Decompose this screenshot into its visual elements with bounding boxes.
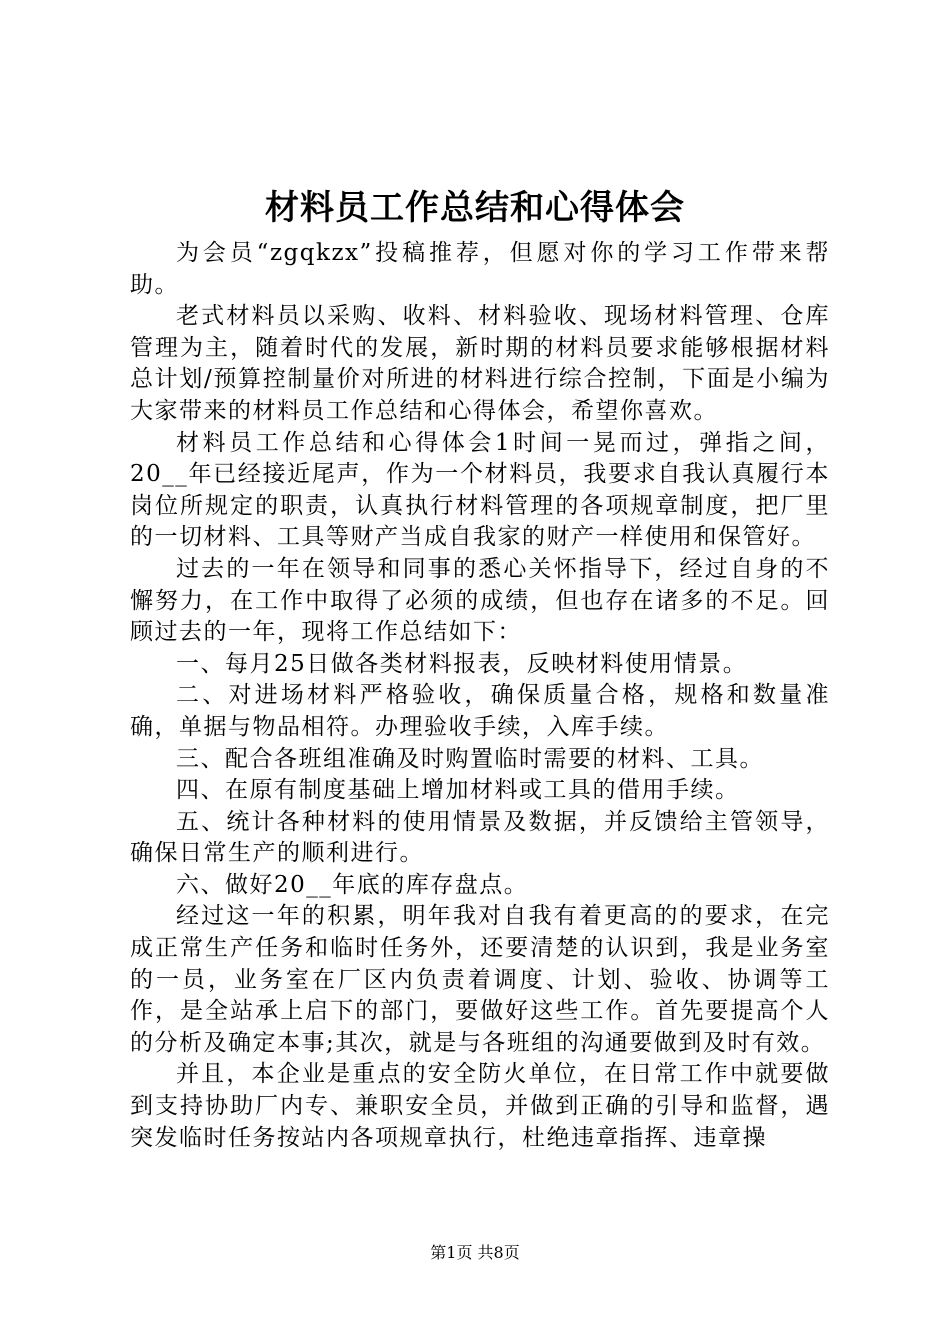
page-footer: 第1页 共8页 — [430, 1243, 520, 1262]
paragraph: 为会员“zgqkzx”投稿推荐，但愿对你的学习工作带来帮助。 — [130, 240, 830, 298]
paragraph: 老式材料员以采购、收料、材料验收、现场材料管理、仓库管理为主，随着时代的发展，新时期的材料员要求能够根据材料总计划/预算控制量价对所进的材料进行综合控制，下面是小编为大家带来的材料员工作总结和心得体会，希望你喜欢。 — [130, 303, 830, 424]
paragraph: 一、每月25日做各类材料报表，反映材料使用情景。 — [176, 650, 748, 677]
paragraph: 经过这一年的积累，明年我对自我有着更高的的要求，在完成正常生产任务和临时任务外，还要清楚的认识到，我是业务室的一员，业务室在厂区内负责着调度、计划、验收、协调等工作，是全站承上启下的部门，要做好这些工作。首先要提高个人的分析及确定本事;其次，就是与各班组的沟通要做到及时有效。 — [130, 903, 830, 1056]
paragraph: 四、在原有制度基础上增加材料或工具的借用手续。 — [176, 777, 740, 804]
paragraph: 并且，本企业是重点的安全防火单位，在日常工作中就要做到支持协助厂内专、兼职安全员，并做到正确的引导和监督，遇突发临时任务按站内各项规章执行，杜绝违章指挥、违章操 — [130, 1061, 830, 1151]
paragraph: 材料员工作总结和心得体会1时间一晃而过，弹指之间，20__年已经接近尾声，作为一个材料员，我要求自我认真履行本岗位所规定的职责，认真执行材料管理的各项规章制度，把厂里的一切材料、工具等财产当成自我家的财产一样使用和保管好。 — [130, 429, 830, 551]
paragraph: 五、统计各种材料的使用情景及数据，并反馈给主管领导，确保日常生产的顺利进行。 — [130, 808, 830, 867]
paragraph: 三、配合各班组准确及时购置临时需要的材料、工具。 — [176, 745, 764, 772]
paragraph: 二、对进场材料严格验收，确保质量合格，规格和数量准确，单据与物品相符。办理验收手续，入库手续。 — [130, 682, 830, 740]
document-body — [130, 238, 830, 1154]
paragraph: 过去的一年在领导和同事的悉心关怀指导下，经过自身的不懈努力，在工作中取得了必须的成绩，但也存在诸多的不足。回顾过去的一年，现将工作总结如下： — [130, 555, 830, 646]
paragraph: 六、做好20__年底的库存盘点。 — [176, 871, 529, 898]
document-title: 材料员工作总结和心得体会 — [265, 188, 685, 228]
